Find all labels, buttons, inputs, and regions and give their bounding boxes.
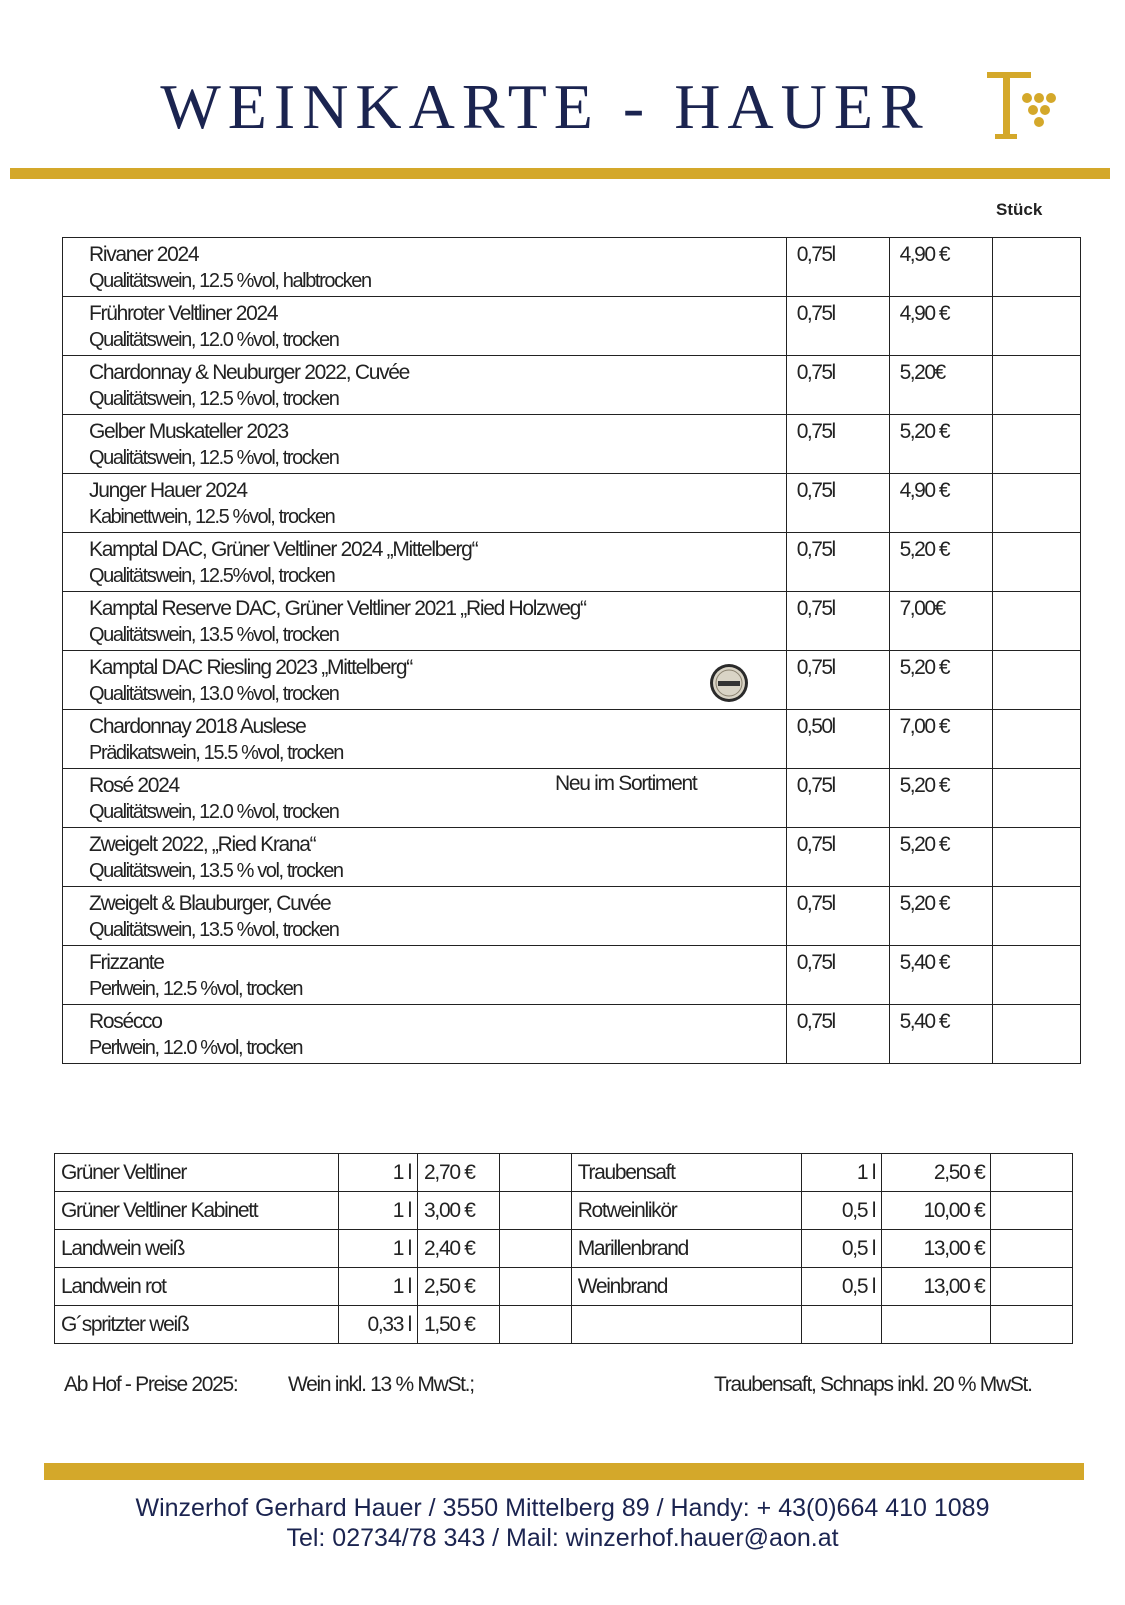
wine-name-cell [63,946,787,1005]
wine-name-cell [63,769,787,828]
wine-name-cell [63,651,787,710]
wine-price: 5,20 € [889,769,992,828]
wine-price: 7,00€ [889,592,992,651]
wine-name: Kamptal DAC, Grüner Veltliner 2024 „Mittelberg“ [89,538,478,561]
wine-description: Qualitätswein, 12.0 %vol, trocken [89,801,339,823]
wine-description: Prädikatswein, 15.5 %vol, trocken [89,742,343,764]
wine-price: 5,40 € [889,946,992,1005]
bulk-left-price: 2,70 € [418,1154,499,1192]
wine-price: 4,90 € [889,297,992,356]
bulk-right-name [571,1306,801,1344]
wine-name: Zweigelt 2022, „Ried Krana“ [89,833,316,856]
footnote-saft-mwst: Traubensaft, Schnaps inkl. 20 % MwSt. [714,1373,1032,1396]
wine-row [63,710,1081,769]
bulk-right-qty [991,1192,1073,1230]
wine-price: 5,20 € [889,533,992,592]
wine-name-cell [63,415,787,474]
wine-name: Rosé 2024 [89,774,179,797]
bulk-right-qty [991,1268,1073,1306]
bulk-left-price: 3,00 € [418,1192,499,1230]
bulk-left-qty [499,1154,571,1192]
bulk-right-volume [801,1306,881,1344]
bulk-right-qty [991,1306,1073,1344]
wine-volume: 0,75l [786,651,889,710]
wine-row [63,474,1081,533]
wine-volume: 0,75l [786,533,889,592]
wine-name: Kamptal DAC Riesling 2023 „Mittelberg“ [89,656,412,679]
bulk-left-qty [499,1268,571,1306]
wine-quantity-cell [992,533,1080,592]
bulk-left-volume: 1 l [338,1192,417,1230]
wine-row [63,592,1081,651]
wine-row [63,238,1081,297]
bulk-left-name: Grüner Veltliner Kabinett [55,1192,339,1230]
bulk-right-name: Traubensaft [571,1154,801,1192]
bulk-left-volume: 1 l [338,1230,417,1268]
wine-description: Qualitätswein, 13.5 % vol, trocken [89,860,343,882]
bulk-left-price: 2,40 € [418,1230,499,1268]
wine-price: 5,20 € [889,415,992,474]
wine-quantity-cell [992,356,1080,415]
wine-note: Neu im Sortiment [555,772,697,795]
wine-description: Qualitätswein, 12.5%vol, trocken [89,565,335,587]
wine-row [63,1005,1081,1064]
bulk-left-name: Landwein rot [55,1268,339,1306]
footnote-wein-mwst: Wein inkl. 13 % MwSt.; [288,1373,474,1396]
wine-quantity-cell [992,769,1080,828]
wine-name: Rivaner 2024 [89,243,199,266]
wine-name-cell [63,238,787,297]
wine-volume: 0,75l [786,828,889,887]
wine-price: 5,20 € [889,887,992,946]
wine-description: Qualitätswein, 12.0 %vol, trocken [89,329,339,351]
wine-volume: 0,75l [786,946,889,1005]
bulk-left-volume: 1 l [338,1268,417,1306]
wine-name: Kamptal Reserve DAC, Grüner Veltliner 2021 „Ried Holzweg“ [89,597,586,620]
wine-quantity-cell [992,710,1080,769]
wine-row [63,297,1081,356]
wine-name: Chardonnay 2018 Auslese [89,715,306,738]
wine-quantity-cell [992,474,1080,533]
wine-description: Qualitätswein, 12.5 %vol, trocken [89,447,339,469]
bulk-left-name: Grüner Veltliner [55,1154,339,1192]
wine-volume: 0,75l [786,1005,889,1064]
wine-price: 4,90 € [889,474,992,533]
page-title: WEINKARTE - HAUER [160,71,930,142]
wine-name: Frizzante [89,951,164,974]
wine-name-cell [63,1005,787,1064]
wine-volume: 0,75l [786,592,889,651]
wine-quantity-cell [992,592,1080,651]
wine-row [63,887,1081,946]
wine-quantity-cell [992,946,1080,1005]
stueck-column-label: Stück [996,200,1043,219]
bulk-right-price: 13,00 € [882,1230,991,1268]
bulk-right-price: 13,00 € [882,1268,991,1306]
wine-quantity-cell [992,828,1080,887]
bulk-row [55,1268,1073,1306]
wine-quantity-cell [992,651,1080,710]
bulk-right-name: Marillenbrand [571,1230,801,1268]
wine-price: 4,90 € [889,238,992,297]
wine-quantity-cell [992,238,1080,297]
bulk-left-price: 1,50 € [418,1306,499,1344]
wine-description: Perlwein, 12.5 %vol, trocken [89,978,303,1000]
bulk-right-price: 2,50 € [882,1154,991,1192]
wine-name: Zweigelt & Blauburger, Cuvée [89,892,331,915]
bulk-right-price [882,1306,991,1344]
wine-volume: 0,50l [786,710,889,769]
wine-volume: 0,75l [786,415,889,474]
wine-row [63,356,1081,415]
wine-volume: 0,75l [786,356,889,415]
bulk-row [55,1306,1073,1344]
wine-price: 5,40 € [889,1005,992,1064]
bulk-left-price: 2,50 € [418,1268,499,1306]
wine-price: 5,20 € [889,828,992,887]
wine-description: Qualitätswein, 12.5 %vol, halbtrocken [89,270,371,292]
wine-name-cell [63,297,787,356]
bulk-row [55,1192,1073,1230]
wine-name-cell [63,474,787,533]
footer-divider [44,1463,1084,1480]
bulk-right-name: Weinbrand [571,1268,801,1306]
winery-logo-icon [985,70,1065,142]
bulk-right-volume: 0,5 l [801,1192,881,1230]
wine-row [63,415,1081,474]
wine-description: Kabinettwein, 12.5 %vol, trocken [89,506,335,528]
wine-name: Chardonnay & Neuburger 2022, Cuvée [89,361,410,384]
bulk-row [55,1154,1073,1192]
bulk-right-volume: 1 l [801,1154,881,1192]
wine-volume: 0,75l [786,769,889,828]
wine-row [63,769,1081,828]
header-divider [10,168,1110,179]
bulk-left-name: Landwein weiß [55,1230,339,1268]
wine-name-cell [63,533,787,592]
bulk-left-volume: 1 l [338,1154,417,1192]
bulk-price-table [54,1153,1073,1344]
wine-name: Frühroter Veltliner 2024 [89,302,278,325]
wine-name-cell [63,828,787,887]
wine-price: 5,20 € [889,651,992,710]
footnote-ab-hof: Ab Hof - Preise 2025: [64,1373,238,1396]
wine-volume: 0,75l [786,297,889,356]
wine-description: Qualitätswein, 13.5 %vol, trocken [89,624,339,646]
bulk-left-qty [499,1192,571,1230]
wine-name: Rosécco [89,1010,162,1033]
wine-name-cell [63,592,787,651]
wine-price: 5,20€ [889,356,992,415]
bulk-right-qty [991,1230,1073,1268]
wine-name-cell [63,887,787,946]
bulk-right-price: 10,00 € [882,1192,991,1230]
bulk-right-volume: 0,5 l [801,1268,881,1306]
bulk-left-qty [499,1230,571,1268]
wine-volume: 0,75l [786,238,889,297]
wine-name-cell [63,356,787,415]
bulk-row [55,1230,1073,1268]
wine-row [63,533,1081,592]
wine-description: Qualitätswein, 12.5 %vol, trocken [89,388,339,410]
wine-price-table [62,237,1081,1064]
wine-price: 7,00 € [889,710,992,769]
silver-medal-icon [709,663,749,703]
bulk-right-name: Rotweinlikör [571,1192,801,1230]
wine-row [63,828,1081,887]
wine-volume: 0,75l [786,887,889,946]
wine-name: Junger Hauer 2024 [89,479,247,502]
contact-line-2: Tel: 02734/78 343 / Mail: winzerhof.hauer@aon.at [286,1524,839,1552]
wine-quantity-cell [992,297,1080,356]
wine-description: Perlwein, 12.0 %vol, trocken [89,1037,303,1059]
wine-name-cell [63,710,787,769]
bulk-right-volume: 0,5 l [801,1230,881,1268]
contact-line-1: Winzerhof Gerhard Hauer / 3550 Mittelberg 89 / Handy: + 43(0)664 410 1089 [135,1494,990,1522]
wine-description: Qualitätswein, 13.5 %vol, trocken [89,919,339,941]
bulk-right-qty [991,1154,1073,1192]
wine-name: Gelber Muskateller 2023 [89,420,288,443]
wine-row [63,651,1081,710]
wine-row [63,946,1081,1005]
wine-description: Qualitätswein, 13.0 %vol, trocken [89,683,339,705]
bulk-left-volume: 0,33 l [338,1306,417,1344]
wine-quantity-cell [992,887,1080,946]
bulk-left-name: G´spritzter weiß [55,1306,339,1344]
bulk-left-qty [499,1306,571,1344]
wine-quantity-cell [992,1005,1080,1064]
wine-volume: 0,75l [786,474,889,533]
wine-quantity-cell [992,415,1080,474]
